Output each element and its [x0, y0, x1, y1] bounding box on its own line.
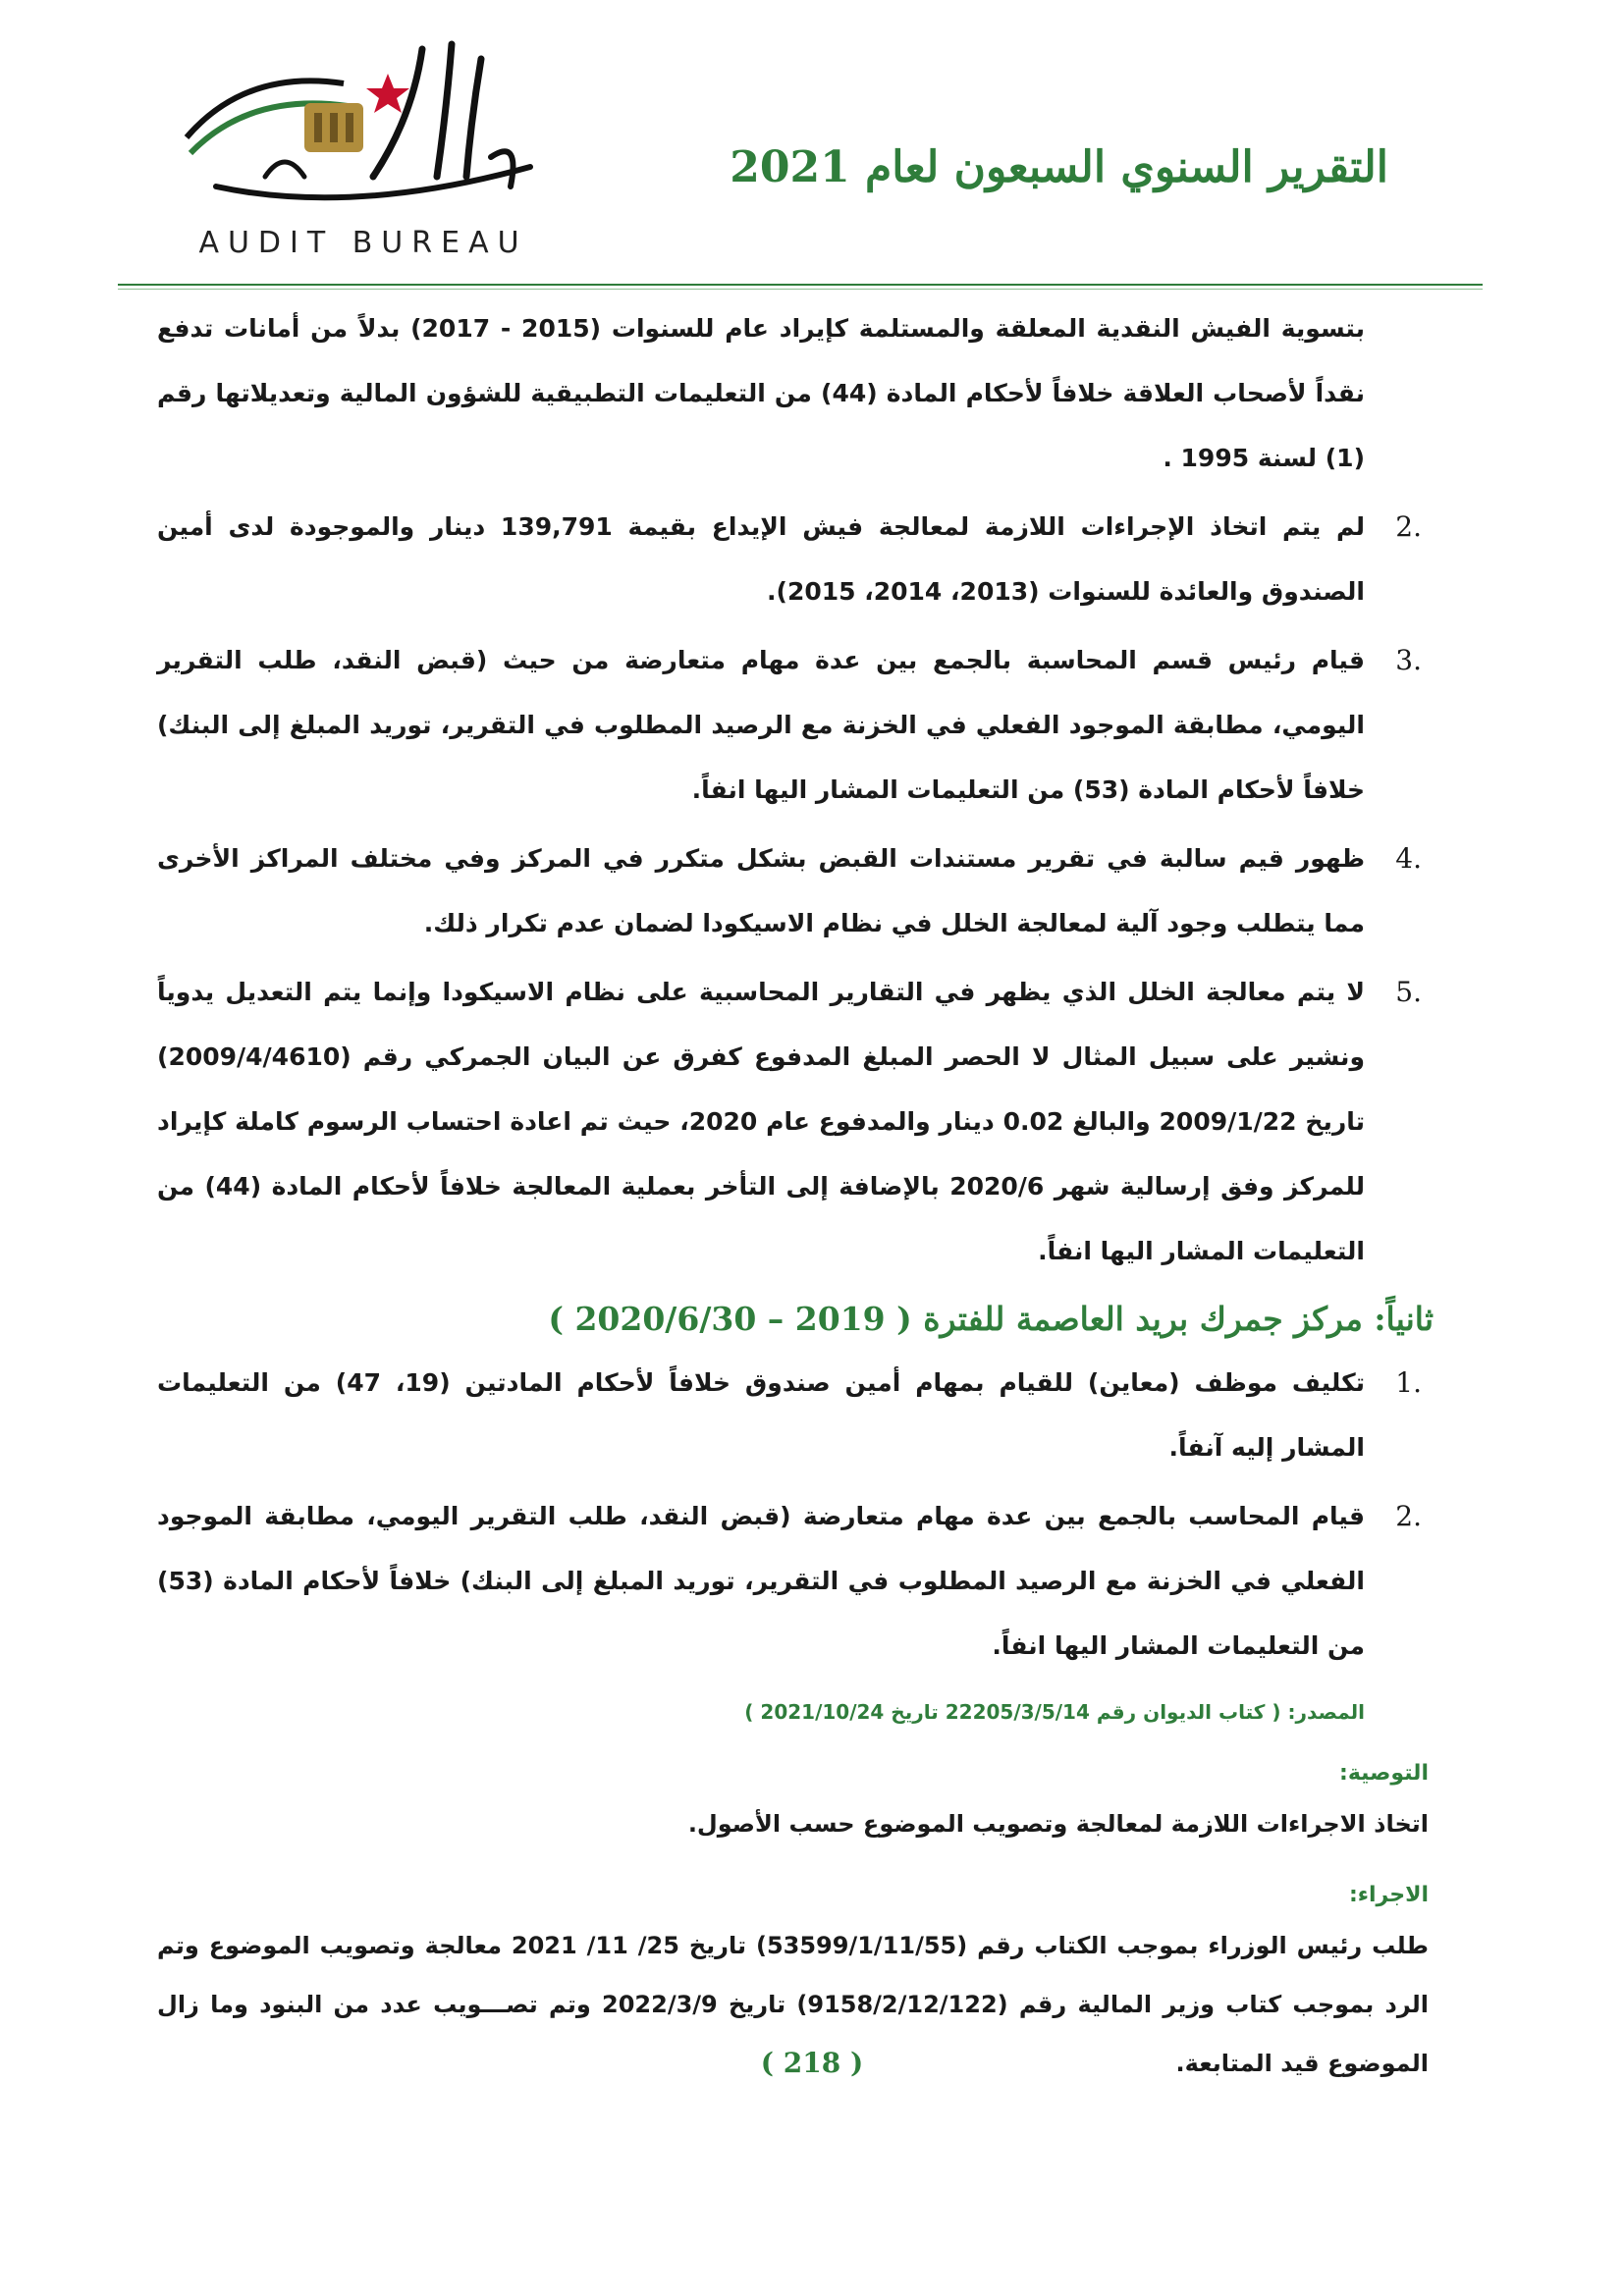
main-content	[157, 296, 1434, 2093]
item-number: 2.	[1395, 510, 1422, 543]
page-number: ( 218 )	[760, 2047, 864, 2079]
list-item	[157, 1351, 1422, 1480]
item-text: لم يتم اتخاذ الإجراءات اللازمة لمعالجة فيش الإيداع بقيمة 139,791 دينار والموجودة لدى أمين الصندوق والعائدة للسنوات (2013، 2014، 2015).	[157, 512, 1366, 606]
section-heading: ثانياً: مركز جمرك بريد العاصمة للفترة ( 2019 – 2020/6/30 )	[548, 1300, 1434, 1338]
list-item	[157, 827, 1422, 956]
logo-emblem-icon	[177, 29, 550, 226]
recommendation-text: اتخاذ الاجراءات اللازمة لمعالجة وتصويب الموضوع حسب الأصول.	[687, 1810, 1429, 1838]
report-title: التقرير السنوي السبعون لعام 2021	[730, 142, 1388, 192]
item-text: قيام المحاسب بالجمع بين عدة مهام متعارضة (قبض النقد، طلب التقرير اليومي، مطابقة الموجود الفعلي في الخزنة مع الرصيد المطلوب في التقرير، توريد المبلغ إلى البنك) خلافاً لأحكام المادة (53) من التعليمات المشار اليها انفاً.	[157, 1502, 1365, 1660]
item-number: 2.	[1395, 1500, 1422, 1532]
list-item	[157, 1484, 1422, 1679]
item-text: بتسوية الفيش النقدية المعلقة والمستلمة كإيراد عام للسنوات (2015 - 2017) بدلاً من أمانات تدفع نقداً لأصحاب العلاقة خلافاً لأحكام المادة (44) من التعليمات التطبيقية للشؤون المالية وتعديلاتها رقم (1) لسنة 1995 .	[157, 314, 1366, 472]
header-divider	[118, 284, 1483, 286]
source-citation: المصدر: ( كتاب الديوان رقم 22205/3/5/14 تاريخ 2021/10/24 )	[744, 1700, 1365, 1724]
list-item	[157, 296, 1365, 491]
item-number: 3.	[1395, 644, 1422, 676]
item-text: لا يتم معالجة الخلل الذي يظهر في التقارير المحاسبية على نظام الاسيكودا وإنما يتم التعديل يدوياً ونشير على سبيل المثال لا الحصر المبلغ المدفوع كفرق عن البيان الجمركي رقم (2009/4/4610) تاريخ 2009/1/22 والبالغ 0.02 دينار والمدفوع عام 2020، حيث تم اعادة احتساب الرسوم كاملة كإيراد للمركز وفق إرسالية شهر 2020/6 بالإضافة إلى التأخر بعملية المعالجة خلافاً لأحكام المادة (44) من التعليمات المشار اليها انفاً.	[157, 978, 1365, 1265]
list-item	[157, 628, 1422, 823]
list-item	[157, 960, 1422, 1284]
item-number: 4.	[1395, 842, 1422, 875]
item-text: تكليف موظف (معاين) للقيام بمهام أمين صندوق خلافاً لأحكام المادتين (19، 47) من التعليمات المشار إليه آنفاً.	[157, 1368, 1366, 1462]
header-divider-thin	[118, 289, 1483, 290]
audit-bureau-logo	[177, 29, 550, 270]
list-item	[157, 495, 1422, 624]
item-number: 5.	[1395, 976, 1422, 1008]
item-number: 1.	[1395, 1366, 1422, 1399]
action-text: طلب رئيس الوزراء بموجب الكتاب رقم (53599/1/11/55) تاريخ 25/ 11/ 2021 معالجة وتصويب الموضوع وتم الرد بموجب كتاب وزير المالية رقم (9158/2/12/122) تاريخ 2022/3/9 وتم تصـــويب عدد من البنود وما زال الموضوع قيد المتابعة.	[157, 1932, 1429, 2077]
item-text: قيام رئيس قسم المحاسبة بالجمع بين عدة مهام متعارضة من حيث (قبض النقد، طلب التقرير اليومي، مطابقة الموجود الفعلي في الخزنة مع الرصيد المطلوب في التقرير، توريد المبلغ إلى البنك) خلافاً لأحكام المادة (53) من التعليمات المشار اليها انفاً.	[157, 646, 1365, 804]
recommendation-label: التوصية:	[1339, 1761, 1429, 1786]
action-label: الاجراء:	[1348, 1883, 1429, 1907]
item-text: ظهور قيم سالبة في تقرير مستندات القبض بشكل متكرر في المركز وفي مختلف المراكز الأخرى مما يتطلب وجود آلية لمعالجة الخلل في نظام الاسيكودا لضمان عدم تكرار ذلك.	[157, 844, 1365, 937]
logo-caption: AUDIT BUREAU	[198, 226, 528, 260]
